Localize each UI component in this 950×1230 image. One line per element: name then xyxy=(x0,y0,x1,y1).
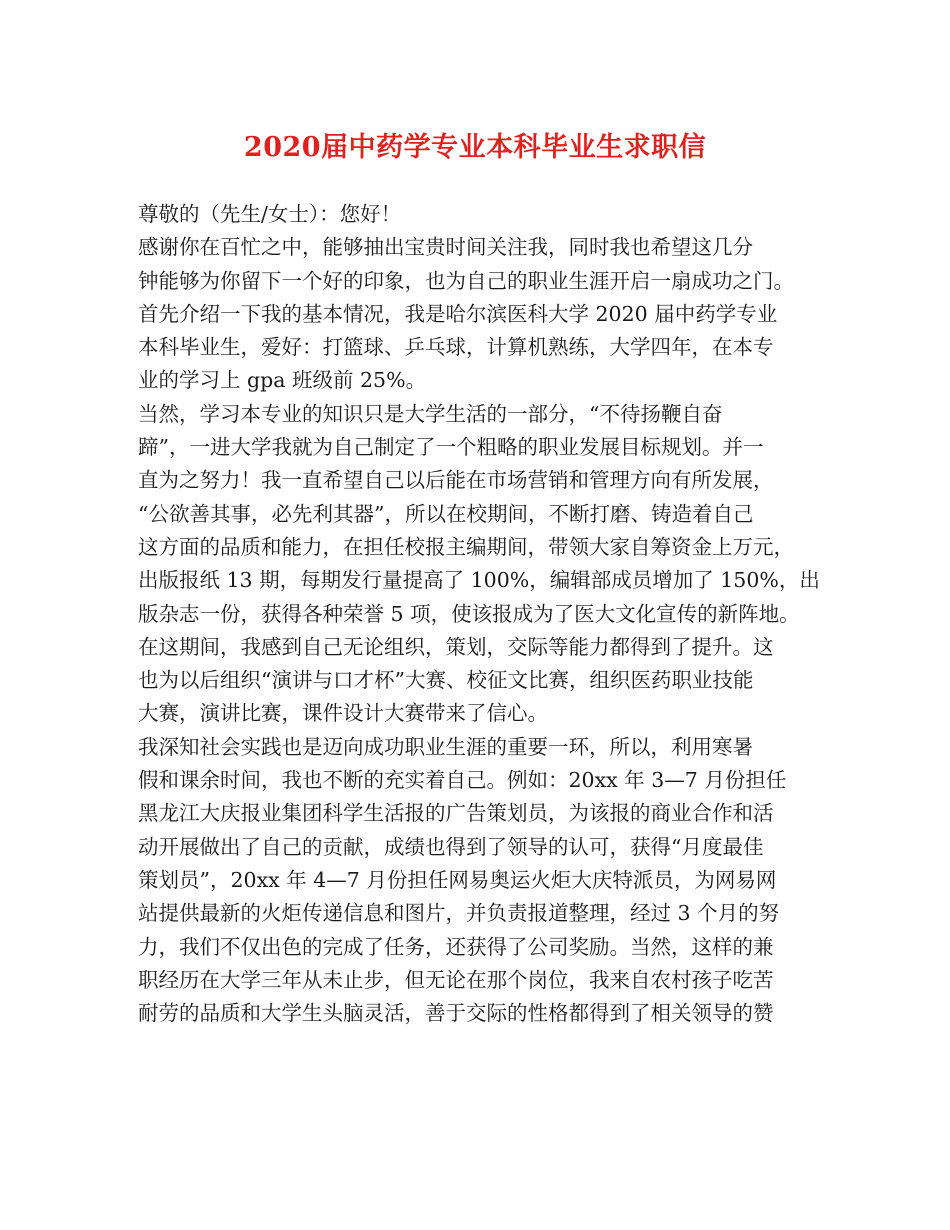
document-line: 我深知社会实践也是迈向成功职业生涯的重要一环，所以，利用寒暑 xyxy=(138,734,753,759)
document-line: 职经历在大学三年从未止步，但无论在那个岗位，我来自农村孩子吃苦 xyxy=(138,967,774,992)
document-line: 版杂志一份，获得各种荣誉 5 项，使该报成为了医大文化宣传的新阵地。 xyxy=(138,601,800,626)
document-line: 大赛，演讲比赛，课件设计大赛带来了信心。 xyxy=(138,701,548,726)
document-line: 尊敬的（先生/女士）：您好！ xyxy=(138,202,402,226)
document-line: 耐劳的品质和大学生头脑灵活，善于交际的性格都得到了相关领导的赞 xyxy=(138,1001,774,1026)
document-body xyxy=(138,198,828,1030)
document-line: 钟能够为你留下一个好的印象，也为自己的职业生涯开启一扇成功之门。 xyxy=(138,268,794,293)
document-line: 出版报纸 13 期，每期发行量提高了 100%，编辑部成员增加了 150%，出 xyxy=(138,568,820,593)
document-line: 也为以后组织“演讲与口才杯”大赛、校征文比赛，组织医药职业技能 xyxy=(138,668,754,693)
document-line: 力，我们不仅出色的完成了任务，还获得了公司奖励。当然，这样的兼 xyxy=(138,934,774,959)
document-line: 首先介绍一下我的基本情况，我是哈尔滨医科大学 2020 届中药学专业 xyxy=(138,301,778,326)
document-line: 这方面的品质和能力，在担任校报主编期间，带领大家自筹资金上万元， xyxy=(138,534,794,559)
document-line: 感谢你在百忙之中，能够抽出宝贵时间关注我，同时我也希望这几分 xyxy=(138,235,753,260)
document-line: 策划员”，20xx 年 4—7 月份担任网易奥运火炬大庆特派员，为网易网 xyxy=(138,867,777,892)
document-line: 蹄”，一进大学我就为自己制定了一个粗略的职业发展目标规划。并一 xyxy=(138,435,764,460)
document-line: 直为之努力！我一直希望自己以后能在市场营销和管理方向有所发展， xyxy=(138,468,774,493)
document-line: 本科毕业生，爱好：打篮球、乒乓球，计算机熟练，大学四年，在本专 xyxy=(138,335,774,360)
document-line: 黑龙江大庆报业集团科学生活报的广告策划员，为该报的商业合作和活 xyxy=(138,801,774,826)
document-line: 站提供最新的火炬传递信息和图片，并负责报道整理，经过 3 个月的努 xyxy=(138,901,780,926)
document-line: 动开展做出了自己的贡献，成绩也得到了领导的认可，获得“月度最佳 xyxy=(138,834,764,859)
document-line: 在这期间，我感到自己无论组织，策划，交际等能力都得到了提升。这 xyxy=(138,634,774,659)
document-line: 假和课余时间，我也不断的充实着自己。例如：20xx 年 3—7 月份担任 xyxy=(138,768,787,793)
document-line: “公欲善其事，必先利其器”，所以在校期间，不断打磨、铸造着自己 xyxy=(138,501,754,526)
document-line: 业的学习上 gpa 班级前 25%。 xyxy=(138,368,427,393)
document-title: 2020届中药学专业本科毕业生求职信 xyxy=(243,132,707,163)
document-line: 当然，学习本专业的知识只是大学生活的一部分，“不待扬鞭自奋 xyxy=(138,401,723,426)
